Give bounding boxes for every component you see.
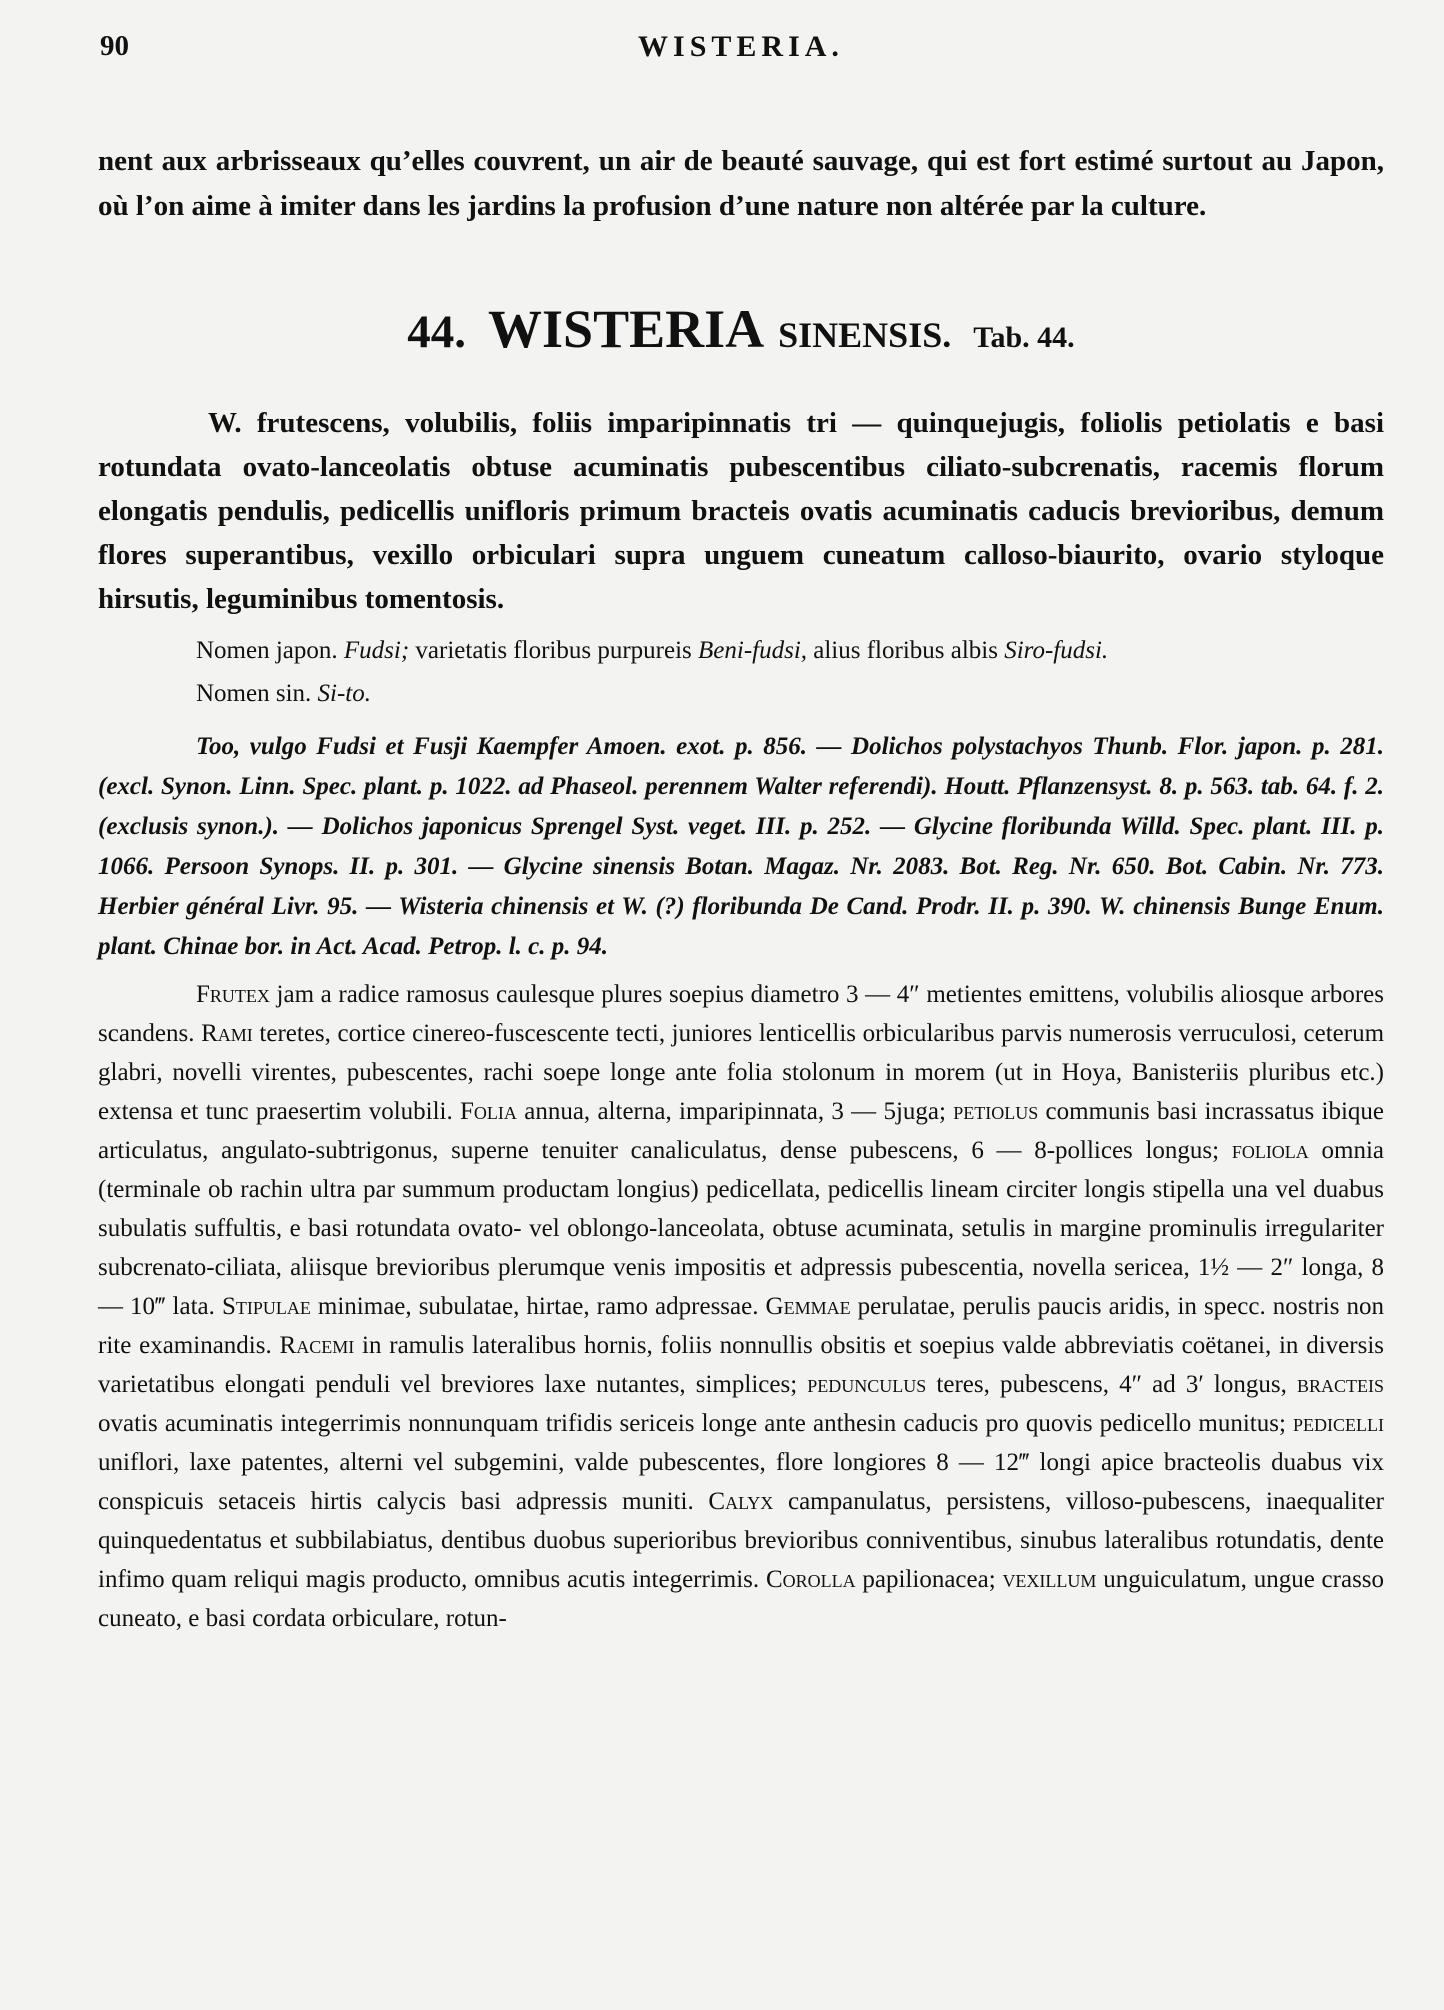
nomen-sin-line (98, 672, 1384, 715)
petiolus-label: petiolus (953, 1098, 1039, 1125)
nomen-japon-purple-name: Beni-fudsi, (698, 637, 808, 664)
species-epithet: SINENSIS. (778, 315, 952, 355)
bracteis-label: bracteis (1296, 1371, 1384, 1398)
rami-label: Rami (201, 1020, 253, 1047)
intro-paragraph: nent aux arbrisseaux qu’elles couvrent, un air de beauté sauvage, qui est fort estimé surtout au Japon, où l’on aime à imiter dans les jardins la profusion d’une nature non altérée par la culture. (98, 145, 1384, 222)
bracteis-text: ovatis acuminatis integerrimis nonnunquam trifidis sericeis longe ante anthesin caducis pro quovis pedicello munitus; (98, 1410, 1286, 1437)
pedicelli-label: pedicelli (1293, 1410, 1384, 1437)
species-number: 44. (407, 306, 467, 358)
diagnosis-paragraph: W. frutescens, volubilis, foliis imparipinnatis tri — quinquejugis, foliolis petiolatis e basi rotundata ovato-lanceolatis obtuse acuminatis pubescentibus ciliato-subcrenatis, racemis florum elongatis pendulis, pedicellis unifloris primum bracteis ovatis acuminatis caducis brevioribus, demum flores superantibus, vexillo orbiculari supra unguem cuneatum calloso-biaurito, ovario styloque hirsutis, leguminibus tomentosis. (98, 407, 1384, 615)
page-number: 90 (100, 30, 129, 62)
nomen-japon-white-text: alius floribus albis (813, 637, 998, 664)
running-head (98, 30, 1384, 92)
folia-label: Folia (460, 1098, 517, 1125)
pedunculus-label: pedunculus (807, 1371, 927, 1398)
petiolus-text: communis basi incrassatus ibique articulatus, angulato-subtrigonus, superne tenuiter canaliculatus, dense pubescens, 6 — 8-pollices longus; (98, 1098, 1385, 1164)
nomen-japon-label: Nomen japon. (196, 637, 338, 664)
vexillum-text: unguiculatum, ungue crasso cuneato, e basi cordata orbiculare, rotun- (98, 1566, 1385, 1632)
calyx-label: Calyx (708, 1488, 774, 1515)
stipulae-text: minimae, subulatae, hirtae, ramo adpressae. (317, 1293, 759, 1320)
stipulae-label: Stipulae (221, 1293, 311, 1320)
corolla-label: Corolla (765, 1566, 856, 1593)
foliola-label: foliola (1231, 1137, 1309, 1164)
synonymy-paragraph: Too, vulgo Fudsi et Fusji Kaempfer Amoen. exot. p. 856. — Dolichos polystachyos Thunb. Flor. japon. p. 281. (excl. Synon. Linn. Spec. plant. p. 1022. ad Phaseol. perennem Walter referendi). Houtt. Pflanzensyst. 8. p. 563. tab. 64. f. 2. (exclusis synon.). — Dolichos japonicus Sprengel Syst. veget. III. p. 252. — Glycine floribunda Willd. Spec. plant. III. p. 1066. Persoon Synops. II. p. 301. — Glycine sinensis Botan. Magaz. Nr. 2083. Bot. Reg. Nr. 650. Bot. Cabin. Nr. 773. Herbier général Livr. 95. — Wisteria chinensis et W. (?) floribunda De Cand. Prodr. II. p. 390. W. chinensis Bunge Enum. plant. Chinae bor. in Act. Acad. Petrop. l. c. p. 94. (98, 733, 1384, 960)
page-content (98, 30, 1384, 1638)
running-title: WISTERIA. (638, 30, 844, 63)
pedicelli-text: uniflori, laxe patentes, alterni vel subgemini, valde pubescentes, flore longiores 8 — 12‴ longi apice bracteolis duabus vix conspicuis setaceis hirtis calycis basi adpressis muniti. (98, 1449, 1384, 1515)
plate-reference: Tab. 44. (973, 321, 1075, 354)
rami-text: teretes, cortice cinereo-fuscescente tecti, juniores lenticellis orbicularibus parvis numerosis verruculosi, ceterum glabri, novelli virentes, pubescentes, rachi soepe longe ante folia stolonum in morem (ut in Hoya, Banisteriis pluribus etc.) extensa et tunc praesertim volubili. (98, 1020, 1385, 1125)
species-heading (98, 299, 1384, 373)
corolla-text: papilionacea; (862, 1566, 996, 1593)
species-genus: WISTERIA (488, 299, 765, 359)
description-paragraph (98, 975, 1384, 1638)
frutex-label: Frutex (196, 981, 270, 1008)
nomen-sin-name: Si-to. (317, 680, 371, 707)
frutex-text: jam a radice ramosus caulesque plures soepius diametro 3 — 4″ metientes emittens, volubilis aliosque arbores scandens. (98, 981, 1385, 1047)
nomen-japon-white-name: Siro-fudsi. (1004, 637, 1109, 664)
foliola-text: omnia (terminale ob rachin ultra par summum productam longius) pedicellata, pedicellis lineam circiter longis stipella una vel duabus subulatis suffultis, e basi rotundata ovato- vel oblongo-lanceolata, obtuse acuminata, setulis in margine prominulis irregulariter subcrenato-ciliata, aliisque brevioribus plerumque venis impositis et adpressis pubescentia, novella sericea, 1½ — 2″ longa, 8 — 10‴ lata. (98, 1137, 1385, 1320)
gemmae-text: perulatae, perulis paucis aridis, in specc. nostris non rite examinandis. (98, 1293, 1385, 1359)
calyx-text: campanulatus, persistens, villoso-pubescens, inaequaliter quinquedentatus et subbilabiatus, dentibus duobus superioribus brevioribus conniventibus, sinubus lateralibus rotundatis, dente infimo quam reliqui magis producto, omnibus acutis integerrimis. (98, 1488, 1384, 1593)
folia-text: annua, alterna, imparipinnata, 3 — 5juga; (524, 1098, 946, 1125)
nomen-sin-label: Nomen sin. (196, 680, 312, 707)
pedunculus-text: teres, pubescens, 4″ ad 3′ longus, (936, 1371, 1287, 1398)
gemmae-label: Gemmae (765, 1293, 851, 1320)
vexillum-label: vexillum (1002, 1566, 1097, 1593)
racemi-label: Racemi (279, 1332, 355, 1359)
nomen-japon-varieties-text: varietatis floribus purpureis (415, 637, 692, 664)
racemi-text: in ramulis lateralibus hornis, foliis nonnullis obsitis et soepius valde abbreviatis coëtanei, in diversis varietatibus elongati penduli vel breviores laxe nutantes, simplices; (98, 1332, 1385, 1398)
nomen-japon-line (98, 629, 1384, 672)
nomen-japon-name: Fudsi; (343, 637, 410, 664)
